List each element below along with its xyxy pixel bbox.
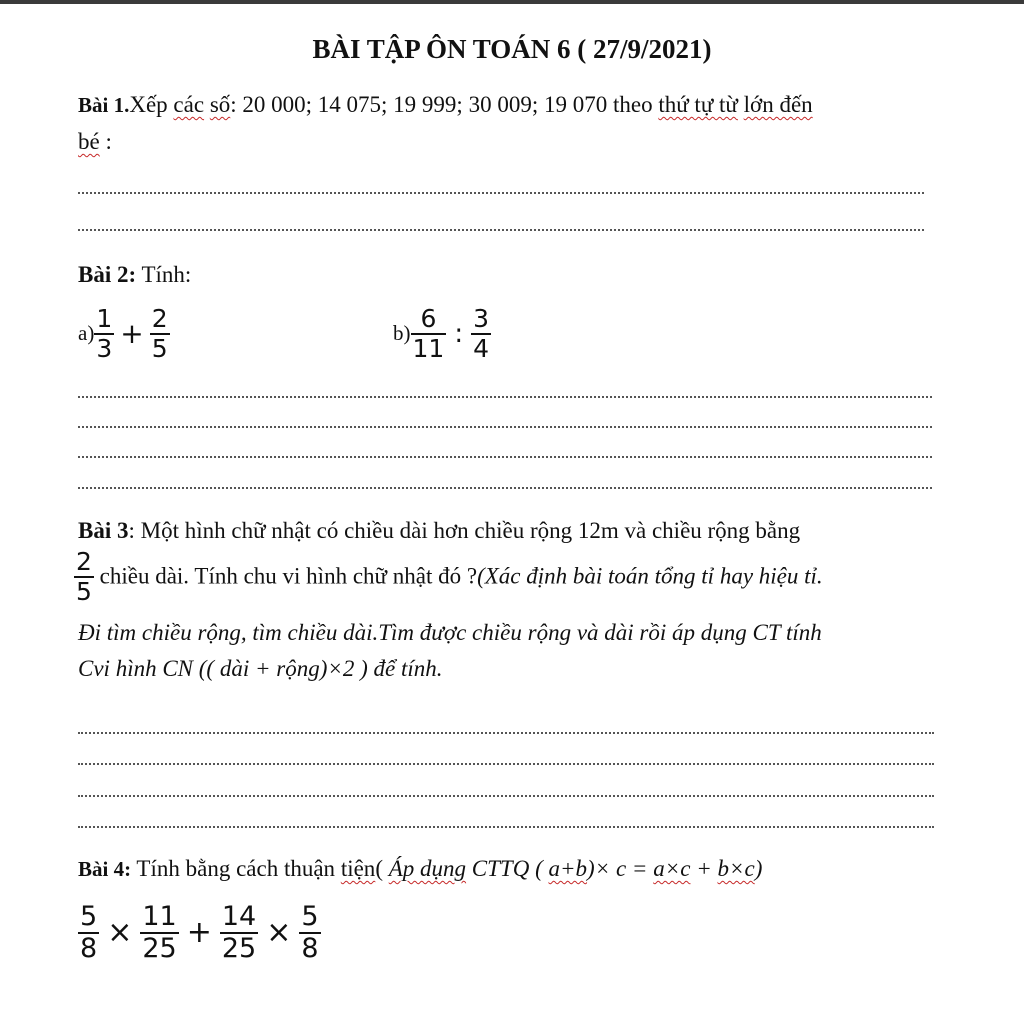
- operator: :: [454, 318, 464, 349]
- denominator: 11: [412, 333, 445, 363]
- spell-word: a×c: [653, 856, 691, 881]
- bai2-label: Bài 2:: [78, 262, 137, 287]
- numerator: 3: [473, 304, 489, 333]
- denominator: 8: [301, 932, 319, 964]
- numerator: 2: [151, 304, 168, 333]
- fraction: [140, 902, 178, 963]
- answer-line: [78, 192, 924, 194]
- spell-word: b×c: [717, 856, 755, 881]
- bai4-expression: [78, 902, 321, 963]
- bai1-text: Xếp: [129, 92, 174, 117]
- operator: ×: [266, 915, 292, 951]
- part-label: a): [78, 321, 95, 345]
- spell-word: số: [209, 92, 231, 117]
- bai2-part-a: [78, 305, 170, 362]
- answer-line: [78, 826, 934, 828]
- bai1-text: :: [99, 129, 112, 154]
- spell-word: bé: [78, 129, 100, 154]
- bai2-part-b: [393, 305, 491, 362]
- bai1-line1: [78, 92, 813, 118]
- formula: +: [690, 856, 718, 881]
- bai3-text: chiều dài. Tính chu vi hình chữ nhật đó ?: [93, 563, 478, 589]
- bai1-label: Bài 1.: [78, 93, 130, 117]
- denominator: 5: [76, 576, 92, 606]
- fraction: [94, 305, 114, 362]
- answer-line: [78, 456, 932, 458]
- numerator: 2: [76, 547, 92, 576]
- numerator: 11: [142, 901, 177, 932]
- bai2-text: Tính:: [136, 262, 192, 287]
- numerator: 6: [420, 304, 437, 333]
- bai3-line4: Cvi hình CN (( dài + rộng)×2 ) để tính.: [78, 656, 443, 681]
- spell-word: Áp dụng: [388, 856, 467, 881]
- bai4-text: (: [375, 856, 389, 881]
- fraction: [299, 902, 320, 963]
- bai3-text: : Một hình chữ nhật có chiều dài hơn chiều rộng 12m và chiều rộng bằng: [128, 518, 801, 543]
- fraction: [471, 305, 491, 362]
- denominator: 5: [151, 333, 168, 363]
- bai2-heading: [78, 262, 191, 288]
- operator: +: [186, 915, 212, 951]
- bai3-hint: (Xác định bài toán tổng tỉ hay hiệu tỉ.: [477, 563, 823, 589]
- bai4-label: Bài 4:: [78, 857, 132, 881]
- bai1-line2: [78, 129, 112, 155]
- fraction: [220, 902, 258, 963]
- fraction: [74, 548, 94, 605]
- denominator: 8: [80, 932, 98, 964]
- spell-word: thứ tự từ: [658, 92, 738, 117]
- top-border: [0, 0, 1024, 4]
- denominator: 3: [96, 333, 113, 363]
- formula: )× c =: [587, 856, 654, 881]
- numerator: 5: [80, 901, 98, 932]
- formula: ): [754, 856, 763, 881]
- spell-word: lớn đến: [743, 92, 813, 117]
- bai3-label: Bài 3: [78, 518, 129, 543]
- bai3-line2: [74, 548, 823, 605]
- answer-line: [78, 426, 932, 428]
- formula: CTTQ (: [466, 856, 549, 881]
- answer-line: [78, 795, 934, 797]
- fraction: [78, 902, 99, 963]
- spell-word: các: [173, 92, 205, 117]
- fraction: [411, 305, 447, 362]
- denominator: 25: [221, 932, 257, 964]
- operator: ×: [107, 915, 133, 951]
- denominator: 4: [473, 333, 489, 363]
- spell-word: tiện: [340, 856, 376, 881]
- answer-line: [78, 396, 932, 398]
- numerator: 1: [96, 304, 113, 333]
- fraction: [150, 305, 170, 362]
- operator: +: [120, 317, 144, 350]
- answer-line: [78, 229, 924, 231]
- bai1-numbers: : 20 000; 14 075; 19 999; 30 009; 19 070 theo: [230, 92, 659, 117]
- answer-line: [78, 763, 934, 765]
- answer-line: [78, 487, 932, 489]
- page-title: BÀI TẬP ÔN TOÁN 6 ( 27/9/2021): [312, 34, 712, 64]
- bai3-line1: [78, 518, 800, 544]
- bai4-heading: [78, 856, 762, 882]
- numerator: 5: [301, 901, 319, 932]
- answer-line: [78, 732, 934, 734]
- bai4-text: Tính bằng cách thuận: [131, 856, 341, 881]
- numerator: 14: [221, 901, 257, 932]
- bai3-line3: Đi tìm chiều rộng, tìm chiều dài.Tìm được chiều rộng và dài rồi áp dụng CT tính: [78, 620, 822, 645]
- spell-word: a+b: [548, 856, 588, 881]
- part-label: b): [393, 321, 411, 345]
- denominator: 25: [142, 932, 177, 964]
